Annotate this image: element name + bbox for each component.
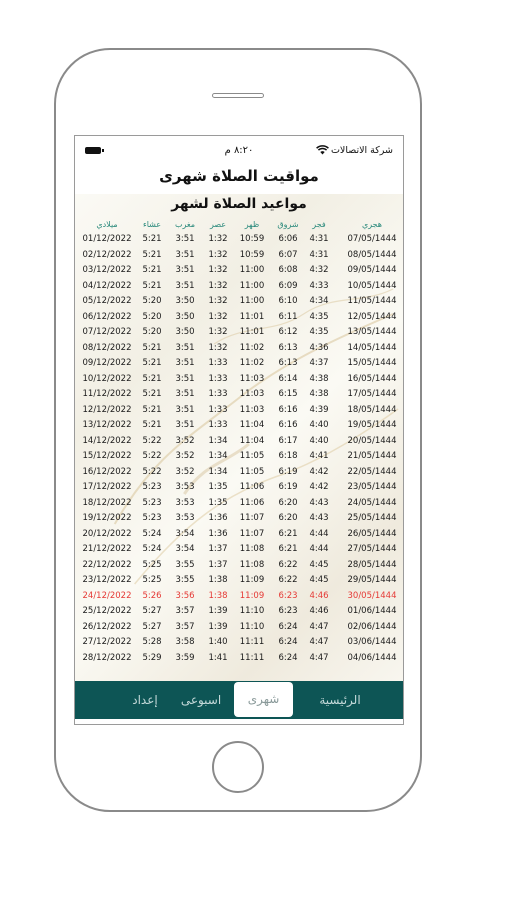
cell-hijri: 20/05/1444 xyxy=(347,435,397,446)
cell-fajr: 4:39 xyxy=(309,404,329,415)
cell-maghrib: 3:51 xyxy=(175,280,195,291)
cell-asr: 1:33 xyxy=(208,358,228,368)
tab-home[interactable]: الرئيسية xyxy=(319,693,361,707)
cell-fajr: 4:45 xyxy=(309,575,329,585)
cell-isha: 5:29 xyxy=(142,652,162,663)
cell-asr: 1:35 xyxy=(208,482,228,492)
table-row xyxy=(75,637,403,653)
app-screen xyxy=(74,135,404,725)
status-time: ٨:٢٠ م xyxy=(224,145,254,156)
cell-gregorian: 14/12/2022 xyxy=(82,435,132,446)
cell-asr: 1:41 xyxy=(208,652,228,663)
cell-sunrise: 6:21 xyxy=(278,528,298,539)
table-row xyxy=(75,358,403,374)
header-sunrise: شروق xyxy=(277,220,299,229)
cell-gregorian: 19/12/2022 xyxy=(82,513,132,523)
cell-gregorian: 09/12/2022 xyxy=(82,358,132,368)
prayer-table[interactable] xyxy=(75,194,403,681)
cell-asr: 1:37 xyxy=(208,559,228,570)
cell-dhuhr: 11:04 xyxy=(239,420,265,430)
cell-isha: 5:28 xyxy=(142,637,162,647)
cell-dhuhr: 11:11 xyxy=(239,652,265,663)
cell-maghrib: 3:54 xyxy=(175,544,195,554)
cell-maghrib: 3:57 xyxy=(175,621,195,632)
cell-maghrib: 3:52 xyxy=(175,451,195,461)
cell-fajr: 4:35 xyxy=(309,327,329,337)
cell-hijri: 08/05/1444 xyxy=(347,249,397,260)
cell-fajr: 4:32 xyxy=(309,265,329,275)
cell-asr: 1:32 xyxy=(208,234,228,244)
cell-hijri: 26/05/1444 xyxy=(347,528,397,539)
header-asr: عصر xyxy=(209,220,227,229)
cell-hijri: 03/06/1444 xyxy=(347,637,397,647)
cell-isha: 5:21 xyxy=(142,280,162,291)
cell-hijri: 17/05/1444 xyxy=(347,389,397,399)
cell-dhuhr: 11:09 xyxy=(239,590,265,601)
cell-fajr: 4:47 xyxy=(309,652,329,663)
cell-maghrib: 3:53 xyxy=(175,513,195,523)
cell-fajr: 4:44 xyxy=(309,528,329,539)
cell-gregorian: 23/12/2022 xyxy=(82,575,132,585)
table-row xyxy=(75,529,403,545)
cell-maghrib: 3:51 xyxy=(175,404,195,415)
cell-hijri: 14/05/1444 xyxy=(347,342,397,353)
cell-hijri: 21/05/1444 xyxy=(347,451,397,461)
cell-dhuhr: 11:05 xyxy=(239,451,265,461)
cell-fajr: 4:31 xyxy=(309,249,329,260)
cell-maghrib: 3:51 xyxy=(175,420,195,430)
cell-dhuhr: 11:05 xyxy=(239,466,265,477)
cell-asr: 1:34 xyxy=(208,451,228,461)
cell-isha: 5:20 xyxy=(142,311,162,322)
table-row xyxy=(75,296,403,312)
cell-dhuhr: 11:02 xyxy=(239,342,265,353)
cell-hijri: 13/05/1444 xyxy=(347,327,397,337)
cell-hijri: 28/05/1444 xyxy=(347,559,397,570)
cell-asr: 1:36 xyxy=(208,528,228,539)
cell-asr: 1:34 xyxy=(208,435,228,446)
cell-gregorian: 13/12/2022 xyxy=(82,420,132,430)
cell-hijri: 11/05/1444 xyxy=(347,296,397,306)
cell-hijri: 18/05/1444 xyxy=(347,404,397,415)
cell-gregorian: 05/12/2022 xyxy=(82,296,132,306)
cell-isha: 5:27 xyxy=(142,606,162,616)
cell-isha: 5:20 xyxy=(142,327,162,337)
cell-hijri: 30/05/1444 xyxy=(347,590,397,601)
table-subtitle: مواعيد الصلاة لشهر xyxy=(171,196,307,212)
cell-fajr: 4:35 xyxy=(309,311,329,322)
cell-dhuhr: 11:11 xyxy=(239,637,265,647)
cell-dhuhr: 10:59 xyxy=(239,249,265,260)
cell-gregorian: 20/12/2022 xyxy=(82,528,132,539)
cell-sunrise: 6:12 xyxy=(278,327,298,337)
cell-fajr: 4:43 xyxy=(309,497,329,508)
cell-sunrise: 6:20 xyxy=(278,513,298,523)
cell-asr: 1:32 xyxy=(208,311,228,322)
cell-sunrise: 6:22 xyxy=(278,559,298,570)
cell-fajr: 4:46 xyxy=(309,590,329,601)
cell-gregorian: 17/12/2022 xyxy=(82,482,132,492)
table-row xyxy=(75,343,403,359)
cell-sunrise: 6:07 xyxy=(278,249,298,260)
cell-maghrib: 3:58 xyxy=(175,637,195,647)
cell-isha: 5:21 xyxy=(142,373,162,384)
table-row xyxy=(75,560,403,576)
cell-asr: 1:32 xyxy=(208,280,228,291)
table-row xyxy=(75,544,403,560)
cell-gregorian: 26/12/2022 xyxy=(82,621,132,632)
cell-asr: 1:32 xyxy=(208,265,228,275)
cell-hijri: 19/05/1444 xyxy=(347,420,397,430)
cell-gregorian: 21/12/2022 xyxy=(82,544,132,554)
cell-sunrise: 6:06 xyxy=(278,234,298,244)
cell-dhuhr: 10:59 xyxy=(239,234,265,244)
table-row xyxy=(75,622,403,638)
cell-isha: 5:21 xyxy=(142,358,162,368)
table-row xyxy=(75,374,403,390)
cell-isha: 5:21 xyxy=(142,389,162,399)
cell-fajr: 4:37 xyxy=(309,358,329,368)
cell-dhuhr: 11:06 xyxy=(239,482,265,492)
table-row xyxy=(75,420,403,436)
wifi-icon xyxy=(316,145,329,158)
cell-asr: 1:37 xyxy=(208,544,228,554)
cell-sunrise: 6:15 xyxy=(278,389,298,399)
cell-asr: 1:32 xyxy=(208,342,228,353)
cell-sunrise: 6:10 xyxy=(278,296,298,306)
cell-sunrise: 6:17 xyxy=(278,435,298,446)
cell-isha: 5:21 xyxy=(142,342,162,353)
table-row xyxy=(75,451,403,467)
cell-fajr: 4:40 xyxy=(309,420,329,430)
cell-asr: 1:38 xyxy=(208,575,228,585)
cell-fajr: 4:46 xyxy=(309,606,329,616)
cell-dhuhr: 11:07 xyxy=(239,513,265,523)
table-row xyxy=(75,436,403,452)
table-row xyxy=(75,513,403,529)
cell-maghrib: 3:53 xyxy=(175,497,195,508)
header-dhuhr: ظهر xyxy=(244,220,260,229)
cell-maghrib: 3:51 xyxy=(175,249,195,260)
cell-fajr: 4:41 xyxy=(309,451,329,461)
cell-isha: 5:21 xyxy=(142,234,162,244)
cell-gregorian: 18/12/2022 xyxy=(82,497,132,508)
cell-maghrib: 3:56 xyxy=(175,590,195,601)
cell-gregorian: 07/12/2022 xyxy=(82,327,132,337)
cell-gregorian: 28/12/2022 xyxy=(82,652,132,663)
cell-dhuhr: 11:07 xyxy=(239,528,265,539)
table-row xyxy=(75,405,403,421)
cell-sunrise: 6:16 xyxy=(278,404,298,415)
cell-isha: 5:24 xyxy=(142,544,162,554)
cell-sunrise: 6:18 xyxy=(278,451,298,461)
cell-isha: 5:22 xyxy=(142,451,162,461)
cell-gregorian: 04/12/2022 xyxy=(82,280,132,291)
cell-hijri: 25/05/1444 xyxy=(347,513,397,523)
cell-maghrib: 3:50 xyxy=(175,311,195,322)
cell-dhuhr: 11:09 xyxy=(239,575,265,585)
cell-maghrib: 3:55 xyxy=(175,575,195,585)
cell-sunrise: 6:23 xyxy=(278,590,298,601)
cell-asr: 1:32 xyxy=(208,249,228,260)
cell-maghrib: 3:59 xyxy=(175,652,195,663)
cell-maghrib: 3:51 xyxy=(175,342,195,353)
cell-isha: 5:20 xyxy=(142,296,162,306)
cell-sunrise: 6:13 xyxy=(278,358,298,368)
cell-asr: 1:38 xyxy=(208,590,228,601)
cell-fajr: 4:47 xyxy=(309,621,329,632)
table-row xyxy=(75,250,403,266)
cell-maghrib: 3:51 xyxy=(175,265,195,275)
cell-gregorian: 25/12/2022 xyxy=(82,606,132,616)
table-row xyxy=(75,591,403,607)
cell-maghrib: 3:52 xyxy=(175,435,195,446)
cell-fajr: 4:40 xyxy=(309,435,329,446)
cell-asr: 1:33 xyxy=(208,373,228,384)
cell-isha: 5:23 xyxy=(142,497,162,508)
cell-gregorian: 27/12/2022 xyxy=(82,637,132,647)
cell-maghrib: 3:54 xyxy=(175,528,195,539)
cell-asr: 1:32 xyxy=(208,327,228,337)
cell-hijri: 04/06/1444 xyxy=(347,652,397,663)
cell-dhuhr: 11:06 xyxy=(239,497,265,508)
cell-sunrise: 6:24 xyxy=(278,621,298,632)
cell-asr: 1:35 xyxy=(208,497,228,508)
cell-dhuhr: 11:04 xyxy=(239,435,265,446)
table-row xyxy=(75,312,403,328)
table-row xyxy=(75,482,403,498)
table-row xyxy=(75,467,403,483)
cell-gregorian: 06/12/2022 xyxy=(82,311,132,322)
cell-sunrise: 6:19 xyxy=(278,466,298,477)
cell-isha: 5:21 xyxy=(142,420,162,430)
cell-dhuhr: 11:00 xyxy=(239,280,265,291)
cell-dhuhr: 11:08 xyxy=(239,559,265,570)
tab-settings[interactable]: إعداد xyxy=(132,693,158,707)
cell-fajr: 4:36 xyxy=(309,342,329,353)
cell-dhuhr: 11:03 xyxy=(239,404,265,415)
cell-hijri: 16/05/1444 xyxy=(347,373,397,384)
cell-isha: 5:27 xyxy=(142,621,162,632)
cell-isha: 5:25 xyxy=(142,575,162,585)
cell-sunrise: 6:13 xyxy=(278,342,298,353)
cell-dhuhr: 11:10 xyxy=(239,621,265,632)
table-row xyxy=(75,575,403,591)
table-row xyxy=(75,653,403,669)
cell-asr: 1:32 xyxy=(208,296,228,306)
cell-gregorian: 16/12/2022 xyxy=(82,466,132,477)
cell-isha: 5:21 xyxy=(142,249,162,260)
cell-maghrib: 3:51 xyxy=(175,389,195,399)
table-row xyxy=(75,606,403,622)
header-isha: عشاء xyxy=(142,220,162,229)
cell-dhuhr: 11:00 xyxy=(239,296,265,306)
cell-dhuhr: 11:01 xyxy=(239,327,265,337)
cell-isha: 5:24 xyxy=(142,528,162,539)
cell-maghrib: 3:55 xyxy=(175,559,195,570)
header-maghrib: مغرب xyxy=(174,220,196,229)
cell-sunrise: 6:23 xyxy=(278,606,298,616)
home-button[interactable] xyxy=(212,741,264,793)
cell-hijri: 12/05/1444 xyxy=(347,311,397,322)
cell-sunrise: 6:19 xyxy=(278,482,298,492)
cell-hijri: 10/05/1444 xyxy=(347,280,397,291)
cell-gregorian: 03/12/2022 xyxy=(82,265,132,275)
cell-isha: 5:21 xyxy=(142,404,162,415)
cell-sunrise: 6:08 xyxy=(278,265,298,275)
cell-isha: 5:23 xyxy=(142,482,162,492)
cell-asr: 1:39 xyxy=(208,606,228,616)
cell-sunrise: 6:21 xyxy=(278,544,298,554)
cell-gregorian: 22/12/2022 xyxy=(82,559,132,570)
cell-fajr: 4:38 xyxy=(309,373,329,384)
cell-dhuhr: 11:10 xyxy=(239,606,265,616)
cell-dhuhr: 11:03 xyxy=(239,373,265,384)
cell-gregorian: 12/12/2022 xyxy=(82,404,132,415)
header-fajr: فجر xyxy=(312,220,326,229)
cell-gregorian: 01/12/2022 xyxy=(82,234,132,244)
cell-maghrib: 3:52 xyxy=(175,466,195,477)
cell-isha: 5:25 xyxy=(142,559,162,570)
cell-dhuhr: 11:01 xyxy=(239,311,265,322)
phone-speaker xyxy=(212,93,264,98)
cell-maghrib: 3:50 xyxy=(175,327,195,337)
cell-hijri: 07/05/1444 xyxy=(347,234,397,244)
cell-fajr: 4:38 xyxy=(309,389,329,399)
cell-gregorian: 08/12/2022 xyxy=(82,342,132,353)
cell-maghrib: 3:57 xyxy=(175,606,195,616)
cell-maghrib: 3:50 xyxy=(175,296,195,306)
cell-fajr: 4:47 xyxy=(309,637,329,647)
cell-hijri: 23/05/1444 xyxy=(347,482,397,492)
cell-gregorian: 15/12/2022 xyxy=(82,451,132,461)
cell-hijri: 22/05/1444 xyxy=(347,466,397,477)
cell-gregorian: 02/12/2022 xyxy=(82,249,132,260)
table-row xyxy=(75,498,403,514)
cell-asr: 1:40 xyxy=(208,637,228,647)
cell-asr: 1:36 xyxy=(208,513,228,523)
tab-bar xyxy=(75,681,403,719)
cell-hijri: 24/05/1444 xyxy=(347,497,397,508)
cell-fajr: 4:42 xyxy=(309,482,329,492)
cell-isha: 5:26 xyxy=(142,590,162,601)
cell-maghrib: 3:53 xyxy=(175,482,195,492)
table-row xyxy=(75,389,403,405)
cell-sunrise: 6:24 xyxy=(278,652,298,663)
cell-sunrise: 6:11 xyxy=(278,311,298,322)
cell-isha: 5:21 xyxy=(142,265,162,275)
tab-weekly[interactable]: اسبوعى xyxy=(180,693,222,707)
carrier-name: شركة الاتصالات xyxy=(330,145,393,156)
cell-fajr: 4:44 xyxy=(309,544,329,554)
cell-dhuhr: 11:02 xyxy=(239,358,265,368)
cell-isha: 5:22 xyxy=(142,466,162,477)
cell-gregorian: 10/12/2022 xyxy=(82,373,132,384)
table-row xyxy=(75,265,403,281)
cell-hijri: 09/05/1444 xyxy=(347,265,397,275)
cell-sunrise: 6:22 xyxy=(278,575,298,585)
cell-hijri: 29/05/1444 xyxy=(347,575,397,585)
cell-asr: 1:39 xyxy=(208,621,228,632)
cell-asr: 1:33 xyxy=(208,389,228,399)
cell-maghrib: 3:51 xyxy=(175,358,195,368)
table-row xyxy=(75,327,403,343)
cell-sunrise: 6:24 xyxy=(278,637,298,647)
cell-fajr: 4:42 xyxy=(309,466,329,477)
table-row xyxy=(75,234,403,250)
table-row xyxy=(75,281,403,297)
cell-maghrib: 3:51 xyxy=(175,234,195,244)
cell-hijri: 15/05/1444 xyxy=(347,358,397,368)
header-gregorian: ميلادي xyxy=(96,220,118,229)
cell-sunrise: 6:16 xyxy=(278,420,298,430)
cell-dhuhr: 11:00 xyxy=(239,265,265,275)
cell-asr: 1:33 xyxy=(208,404,228,415)
cell-sunrise: 6:09 xyxy=(278,280,298,291)
cell-isha: 5:23 xyxy=(142,513,162,523)
cell-fajr: 4:34 xyxy=(309,296,329,306)
cell-hijri: 02/06/1444 xyxy=(347,621,397,632)
tab-monthly[interactable]: شهرى xyxy=(234,682,293,717)
cell-gregorian: 11/12/2022 xyxy=(82,389,132,399)
cell-asr: 1:34 xyxy=(208,466,228,477)
cell-isha: 5:22 xyxy=(142,435,162,446)
cell-maghrib: 3:51 xyxy=(175,373,195,384)
cell-sunrise: 6:20 xyxy=(278,497,298,508)
cell-dhuhr: 11:03 xyxy=(239,389,265,399)
header-hijri: هجري xyxy=(361,220,383,229)
page-title: مواقيت الصلاة شهرى xyxy=(159,167,319,185)
cell-fajr: 4:31 xyxy=(309,234,329,244)
cell-sunrise: 6:14 xyxy=(278,373,298,384)
cell-hijri: 01/06/1444 xyxy=(347,606,397,616)
cell-dhuhr: 11:08 xyxy=(239,544,265,554)
cell-fajr: 4:43 xyxy=(309,513,329,523)
cell-gregorian: 24/12/2022 xyxy=(82,590,132,601)
status-bar xyxy=(75,136,403,164)
cell-hijri: 27/05/1444 xyxy=(347,544,397,554)
cell-fajr: 4:33 xyxy=(309,280,329,291)
cell-fajr: 4:45 xyxy=(309,559,329,570)
cell-asr: 1:33 xyxy=(208,420,228,430)
